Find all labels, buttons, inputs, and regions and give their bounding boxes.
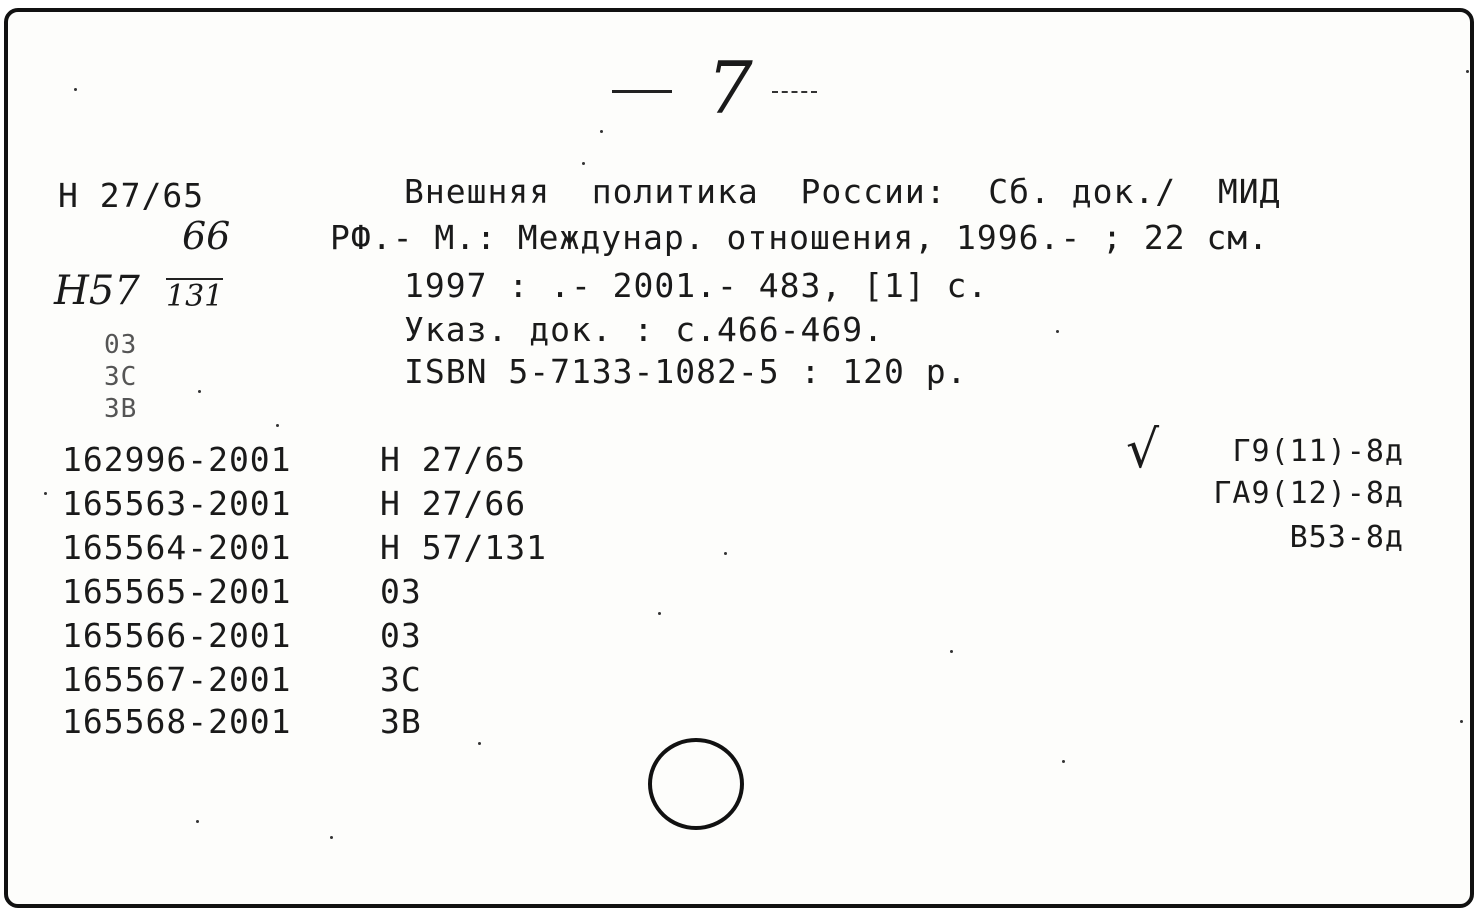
scan-speck: [1056, 330, 1059, 333]
scan-speck: [1062, 760, 1065, 763]
page-number-mark: [612, 46, 832, 130]
scan-speck: [196, 820, 199, 823]
inventory-number: 165564-2001: [62, 528, 292, 567]
scan-speck: [950, 650, 953, 653]
check-mark: √: [1126, 420, 1160, 480]
scan-speck: [724, 552, 727, 555]
inventory-number: 165566-2001: [62, 616, 292, 655]
inventory-location: H 57/131: [380, 528, 547, 567]
inventory-number: 165568-2001: [62, 702, 292, 741]
sigla-1: 03: [104, 330, 138, 360]
entry-line-2: РФ.- М.: Междунар. отношения, 1996.- ; 22 см.: [330, 218, 1270, 257]
punch-hole-icon: [648, 738, 744, 830]
inventory-location: 3C: [380, 660, 422, 699]
inventory-location: H 27/66: [380, 484, 527, 523]
scan-speck: [658, 612, 661, 615]
scan-speck: [600, 130, 603, 133]
call-number-main: H 27/65: [58, 176, 205, 215]
scan-speck: [198, 390, 201, 393]
scan-speck: [330, 836, 333, 839]
entry-line-1: Внешняя политика России: Сб. док./ МИД: [404, 172, 1281, 211]
inventory-location: 03: [380, 572, 422, 611]
classification-code-2: ГА9(12)-8д: [1213, 476, 1404, 511]
page-number: 7: [707, 46, 753, 130]
handwritten-call-2-left: H57: [54, 268, 140, 314]
entry-line-5: ISBN 5-7133-1082-5 : 120 р.: [404, 352, 968, 391]
inventory-number: 165565-2001: [62, 572, 292, 611]
scan-speck: [582, 162, 585, 165]
classification-code-3: В53-8д: [1289, 520, 1404, 555]
handwritten-call-1: 66: [182, 214, 231, 258]
inventory-location: 03: [380, 616, 422, 655]
inventory-number: 165563-2001: [62, 484, 292, 523]
scan-speck: [74, 88, 77, 91]
scan-speck: [1460, 720, 1463, 723]
entry-line-3: 1997 : .- 2001.- 483, [1] с.: [404, 266, 989, 305]
sigla-2: 3C: [104, 362, 138, 392]
inventory-location: H 27/65: [380, 440, 527, 479]
scan-speck: [276, 424, 279, 427]
inventory-number: 165567-2001: [62, 660, 292, 699]
inventory-location: 3B: [380, 702, 422, 741]
handwritten-call-2-right: 131: [166, 279, 224, 314]
inventory-number: 162996-2001: [62, 440, 292, 479]
scan-speck: [478, 742, 481, 745]
scan-speck: [1466, 70, 1469, 73]
classification-code-1: Г9(11)-8д: [1232, 434, 1404, 469]
sigla-3: 3B: [104, 394, 138, 424]
entry-line-4: Указ. док. : с.466-469.: [404, 310, 884, 349]
scan-speck: [44, 492, 47, 495]
